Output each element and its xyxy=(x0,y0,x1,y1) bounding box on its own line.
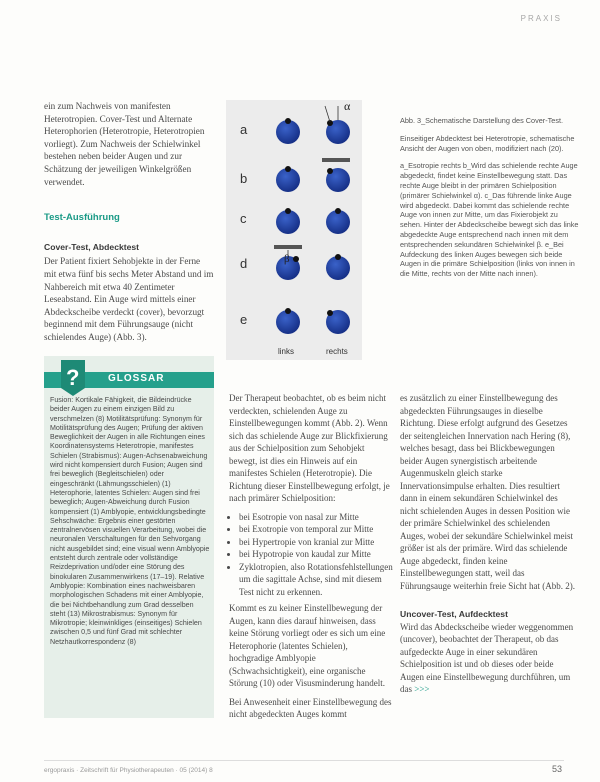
col-label-links: links xyxy=(278,347,295,356)
cover-paragraph: Der Patient fixiert Sehobjekte in der Ferne mit etwa fünf bis sechs Meter Abstand und im Nahbereich mit etwa 40 Zentimeter Leseabstand. Ein Auge wird mittels einer Abdeckscheibe verdeckt (cover), bevorzugt beginnend mit dem Führungsauge (nicht schielendes Auge) (Abb. 3). xyxy=(44,256,214,342)
right-column xyxy=(400,392,575,696)
footer-rule xyxy=(44,760,564,761)
occluder-b xyxy=(322,158,350,162)
intro-paragraph: ein zum Nachweis von manifesten Heterotropien. Cover-Test und Alternate Heterophorien (Heterotropie, Heterotropien vorliegt). Zum Nachweis der Schielwinkel bestehen neben beider Augen und zur Schätzung der jeweiligen Winkelgrößen verwendet. xyxy=(44,101,205,187)
right-paragraph-2 xyxy=(400,621,575,696)
beta-label: β xyxy=(284,253,290,265)
deviation-list xyxy=(229,511,393,599)
pupil-left-e xyxy=(285,308,291,314)
row-label-c: c xyxy=(240,211,247,226)
mid-paragraph-1: Der Therapeut beobachtet, ob es beim nicht verdeckten, schielenden Auge zu Einstellbewegungen kommt (Abb. 2). Wenn sich das schielende Auge zur Blickfixierung aus der Schielposition zum Sehobjekt bewegt, ist dies ein Hinweis auf ein manifestes Schielen (Heterotropie). Die Richtung dieser Einstellbewegung erfolgt, je nach primärer Schielposition: xyxy=(229,393,390,503)
section-label: PRAXIS xyxy=(520,14,562,23)
row-label-b: b xyxy=(240,171,248,186)
pupil-right-c xyxy=(335,208,341,214)
list-item: • bei Hypertropie von kranial zur Mitte xyxy=(239,536,393,549)
list-item: • bei Hypotropie von kaudal zur Mitte xyxy=(239,548,393,561)
question-icon xyxy=(58,358,88,398)
row-label-a: a xyxy=(240,122,248,137)
eye-figure xyxy=(226,100,362,360)
pupil-right-e xyxy=(327,310,333,316)
uncover-heading: Uncover-Test, Aufdecktest xyxy=(400,609,508,619)
row-label-d: d xyxy=(240,256,248,271)
list-item: • bei Esotropie von nasal zur Mitte xyxy=(239,511,393,524)
mid-paragraph-3: Bei Anwesenheit einer Einstellbewegung des nicht abgedeckten Auges kommt xyxy=(229,696,392,719)
cover-heading: Cover-Test, Abdecktest xyxy=(44,241,140,252)
continue-marker: >>> xyxy=(414,684,430,694)
pupil-left-b xyxy=(285,166,291,172)
right-paragraph-1: es zusätzlich zu einer Einstellbewegung des abgedeckten Führungsauges in dieselbe Richtung. Diese erfolgt aufgrund des Gesetzes der seitengleichen Innervation nach Hering (8), welches besagt, dass bei Blickbewegungen beider Augen synergistisch arbeitende Augenmuskeln gleich starke Innervationsimpulse erhalten. Dies resultiert dann in einem sekundären Schielwinkel des nicht schielenden Auges in dessen Position wie der primäre Schielwinkel des schielenden Auges, wobei der sekundäre Schielwinkel meist größer ist als der primäre. Wird das schielende Auge abgedeckt, finden keine Einstellbewegungen statt, weil das Führungsauge weiterhin freie Sicht hat (Abb. 2). xyxy=(400,393,575,591)
caption-p1: Einseitiger Abdecktest bei Heterotropie, schematische Ansicht der Augen von oben, modifiziert nach (20). xyxy=(400,133,575,153)
mid-paragraph-2: Kommt es zu keiner Einstellbewegung der Augen, kann dies darauf hinweisen, dass keine Störung vorliegt oder es sich um eine Heterophorie (latentes Schielen), hochgradige Amblyopie (Schwachsichtigkeit), eine organische Störung (10) oder Visusminderung handelt. xyxy=(229,603,386,688)
list-item: • bei Exotropie von temporal zur Mitte xyxy=(239,523,393,536)
pupil-right-d xyxy=(335,254,341,260)
pupil-left-d xyxy=(293,256,299,262)
middle-column xyxy=(229,392,393,727)
glossar-entries-text: Fusion: Kortikale Fähigkeit, die Bildeindrücke beider Augen zu einem einzigen Bild zu verschmelzen (8) Motilitätsprüfung: Synonym für Motilitätsprüfung des Augen; Prüfung der aktiven Beweglichkeit der Augen in alle Richtungen eines Koordinatensystems Heterotropie, manifestes Schielen (Strabismus): Augen-Achsenabweichung wird nicht kompensiert durch Fusion; Augen sind frei beweglich (Begleitschielen) oder eingeschränkt (Lähmungsschielen) (1) Heterophorie, latentes Schielen: Augen sind frei beweglich; Augen-Abweichung durch Fusion kompensiert (1) Amblyopie, entwicklungsbedingte Sehschwäche: Ergebnis einer gestörten zentralnervösen visuellen Verarbeitung, wobei die neuronalen Verschaltungen für den Sehvorgang nicht ausgebildet sind; eine visual wenn Amblyopie entsteht durch zentrale oder vollständige Reizdeprivation und/oder eine Störung des binokularen Zusammenwirkens (17–19). Relative Amblyopie: Kombination eines nachweisbaren morphologischen Schadens mit einer Amblyopie, die bei Nichtbehandlung zum Grad desselben steht (13) Mikrostrabismus: Synonym für Mikrotropie; kleinwinkliges (einseitiges) Schielen zwischen 0,5 und fünf Grad mit schlechter Netzhautkorrespondenz (8) xyxy=(50,396,210,646)
footer-journal: ergopraxis · Zeitschrift für Physiotherapeuten · 05 (2014) 8 xyxy=(44,767,213,774)
page-number: 53 xyxy=(551,764,562,774)
caption-title: Abb. 3_Schematische Darstellung des Cover-Test. xyxy=(400,116,564,125)
question-mark: ? xyxy=(66,365,80,390)
glossar-title: GLOSSAR xyxy=(108,373,165,384)
eye-diagram xyxy=(226,100,362,360)
pupil-right-b xyxy=(327,168,333,174)
left-column xyxy=(44,100,214,344)
list-item: • Zyklotropien, also Rotationsfehlstellungen um die sagittale Achse, sind mit diesem Test nicht zu erkennen. xyxy=(239,561,393,599)
pupil-left-c xyxy=(285,208,291,214)
deviation-line-a xyxy=(325,106,330,122)
glossar-entries xyxy=(50,396,210,647)
test-heading: Test-Ausführung xyxy=(44,212,120,224)
caption-p2: a_Esotropie rechts b_Wird das schielende rechte Auge abgedeckt, findet keine Einstellbewegung statt. Das rechte Auge bleibt in der primären Schielposition (primärer Schielwinkel α). c_Das führende linke Auge wird abgedeckt. Dabei kommt das schielende rechte Auge von innen zur Mitte, um das Fixierobjekt zu sehen. Hinter der Abdeckscheibe bewegt sich das linke abgedeckte Auge entsprechend nach innen mit dem entsprechenden sekundären Schielwinkel β. e_Bei Aufdeckung des linken Auges bewegen sich beide Augen in die primäre Schielposition (links von innen in die Mitte, rechts von der Mitte nach innen). xyxy=(400,161,579,279)
figure-caption xyxy=(400,116,580,287)
right-paragraph-2-text: Wird das Abdeckscheibe wieder weggenommen (uncover), beobachtet der Therapeut, ob das aufgedeckte Auge in einer sekundären Schielposition ist und ob dieses oder beide Augen eine Einstellbewegung durchführen, um das xyxy=(400,621,574,694)
col-label-rechts: rechts xyxy=(326,347,348,356)
row-label-e: e xyxy=(240,312,248,327)
pupil-left-a xyxy=(285,118,291,124)
alpha-label: α xyxy=(344,100,351,113)
occluder-d xyxy=(274,245,302,249)
